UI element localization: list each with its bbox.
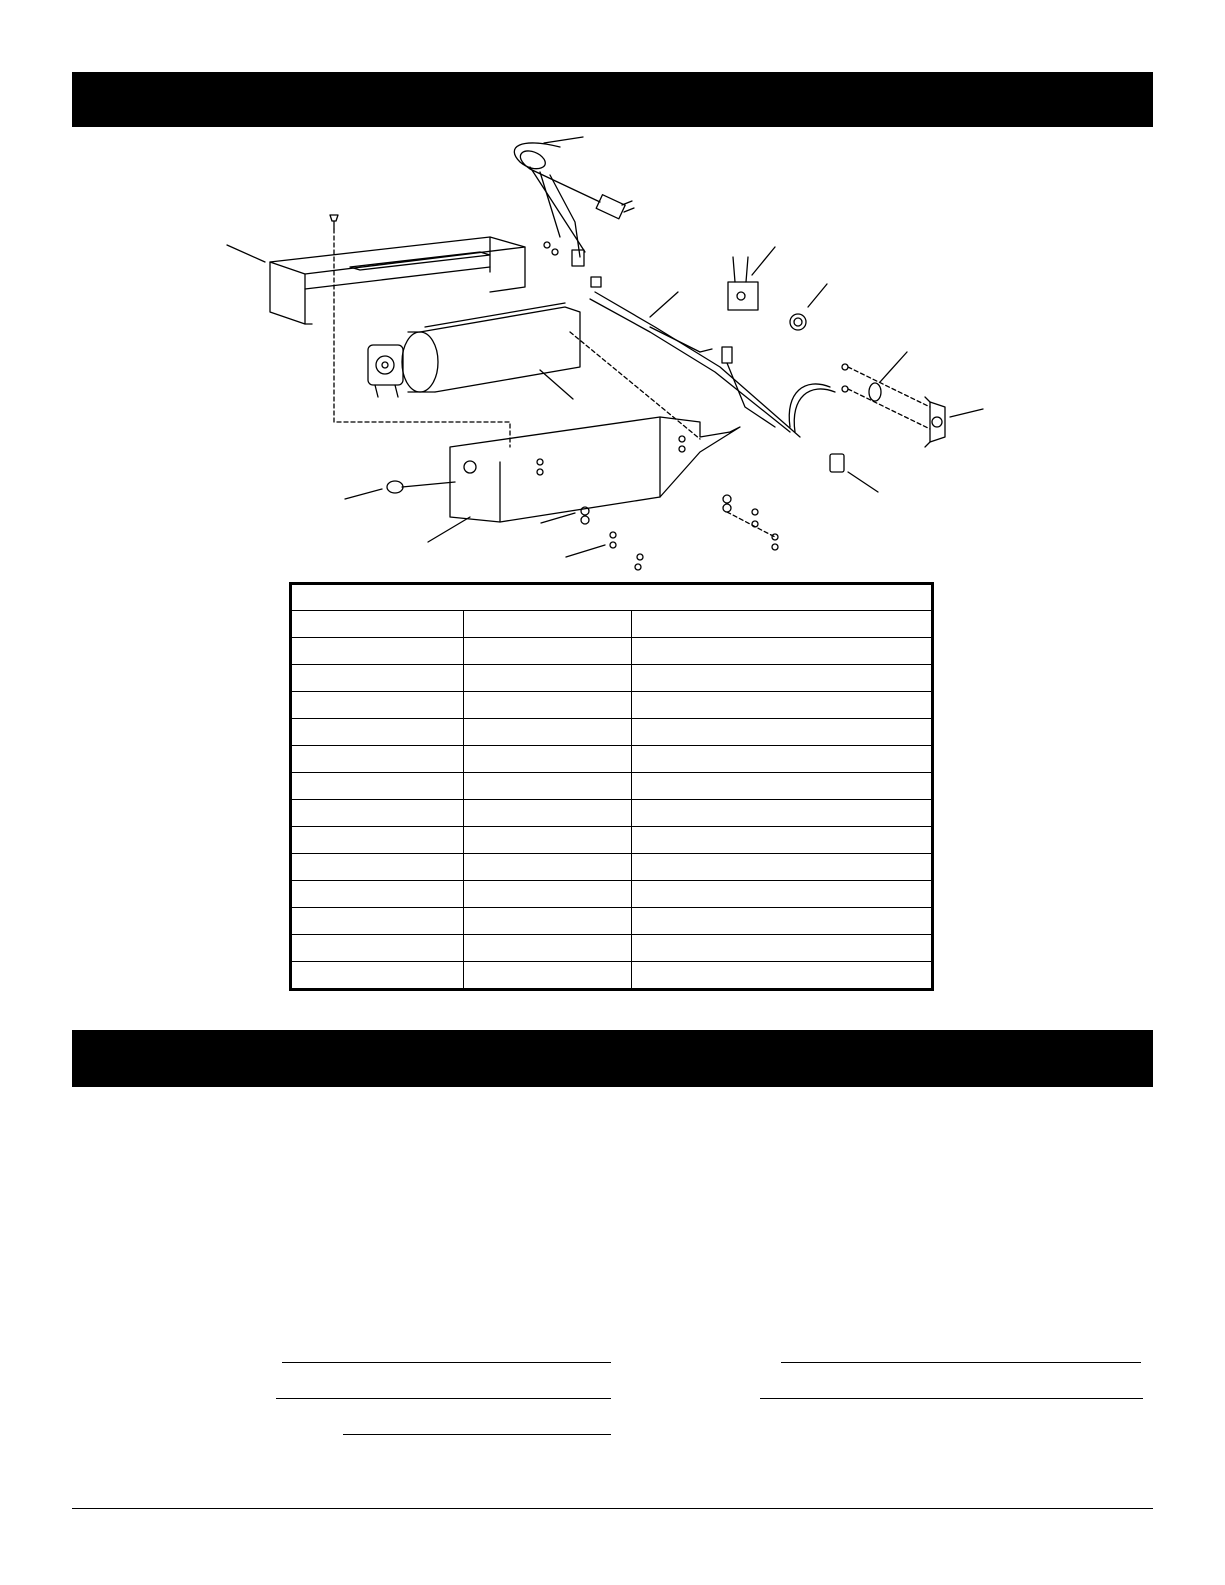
table-cell [464, 908, 632, 935]
table-cell [464, 854, 632, 881]
table-cell [291, 881, 464, 908]
table-cell [464, 746, 632, 773]
table-cell [464, 800, 632, 827]
table-row [291, 719, 933, 746]
table-cell [632, 746, 933, 773]
table-row [291, 746, 933, 773]
table-cell [291, 665, 464, 692]
table-row [291, 692, 933, 719]
form-line-left-3[interactable] [343, 1434, 611, 1435]
table-header-row [291, 611, 933, 638]
table-cell [464, 935, 632, 962]
table-cell [464, 773, 632, 800]
header-band [72, 72, 1153, 127]
table-title-row [291, 584, 933, 611]
nuts-and-washers [541, 495, 778, 570]
table-cell [464, 638, 632, 665]
footer-rule [72, 1508, 1153, 1509]
table-cell [464, 665, 632, 692]
table-row [291, 827, 933, 854]
table-row [291, 800, 933, 827]
table-row [291, 881, 933, 908]
table-row [291, 773, 933, 800]
column-header [291, 611, 464, 638]
table-cell [632, 719, 933, 746]
table-cell [464, 827, 632, 854]
table-row [291, 665, 933, 692]
table-cell [291, 746, 464, 773]
parts-list-table [289, 582, 934, 991]
section-band [72, 1030, 1153, 1087]
table-cell [632, 665, 933, 692]
table-cell [632, 800, 933, 827]
form-line-left-2[interactable] [276, 1398, 611, 1399]
switch [830, 454, 878, 492]
table-row [291, 908, 933, 935]
knob [790, 284, 827, 330]
table-cell [632, 773, 933, 800]
table-cell [291, 827, 464, 854]
table-cell [632, 854, 933, 881]
table-row [291, 854, 933, 881]
table-row [291, 638, 933, 665]
table-cell [464, 692, 632, 719]
form-line-left-1[interactable] [282, 1362, 611, 1363]
table-cell [632, 692, 933, 719]
exploded-parts-diagram [0, 127, 1225, 582]
table-cell [464, 719, 632, 746]
mounting-screw [330, 215, 510, 447]
table-cell [632, 962, 933, 990]
thermodisc [728, 247, 775, 310]
table-cell [464, 881, 632, 908]
table-row [291, 962, 933, 990]
table-row [291, 935, 933, 962]
form-line-right-2[interactable] [760, 1398, 1143, 1399]
table-cell [632, 935, 933, 962]
table-cell [291, 908, 464, 935]
table-cell [291, 719, 464, 746]
table-cell [291, 935, 464, 962]
power-cord [514, 137, 634, 266]
table-cell [291, 854, 464, 881]
wiring-harness [590, 277, 800, 437]
table-cell [632, 638, 933, 665]
table-cell [464, 962, 632, 990]
table-cell [291, 638, 464, 665]
table-cell [291, 800, 464, 827]
top-cover [227, 237, 525, 324]
table-cell [291, 692, 464, 719]
table-cell [291, 773, 464, 800]
snap-disc [789, 352, 930, 432]
table-title [291, 584, 933, 611]
column-header [632, 611, 933, 638]
table-cell [632, 908, 933, 935]
grommet [345, 481, 455, 499]
bracket [925, 397, 983, 447]
column-header [464, 611, 632, 638]
table-cell [291, 962, 464, 990]
table-cell [632, 827, 933, 854]
form-line-right-1[interactable] [781, 1362, 1141, 1363]
table-cell [632, 881, 933, 908]
